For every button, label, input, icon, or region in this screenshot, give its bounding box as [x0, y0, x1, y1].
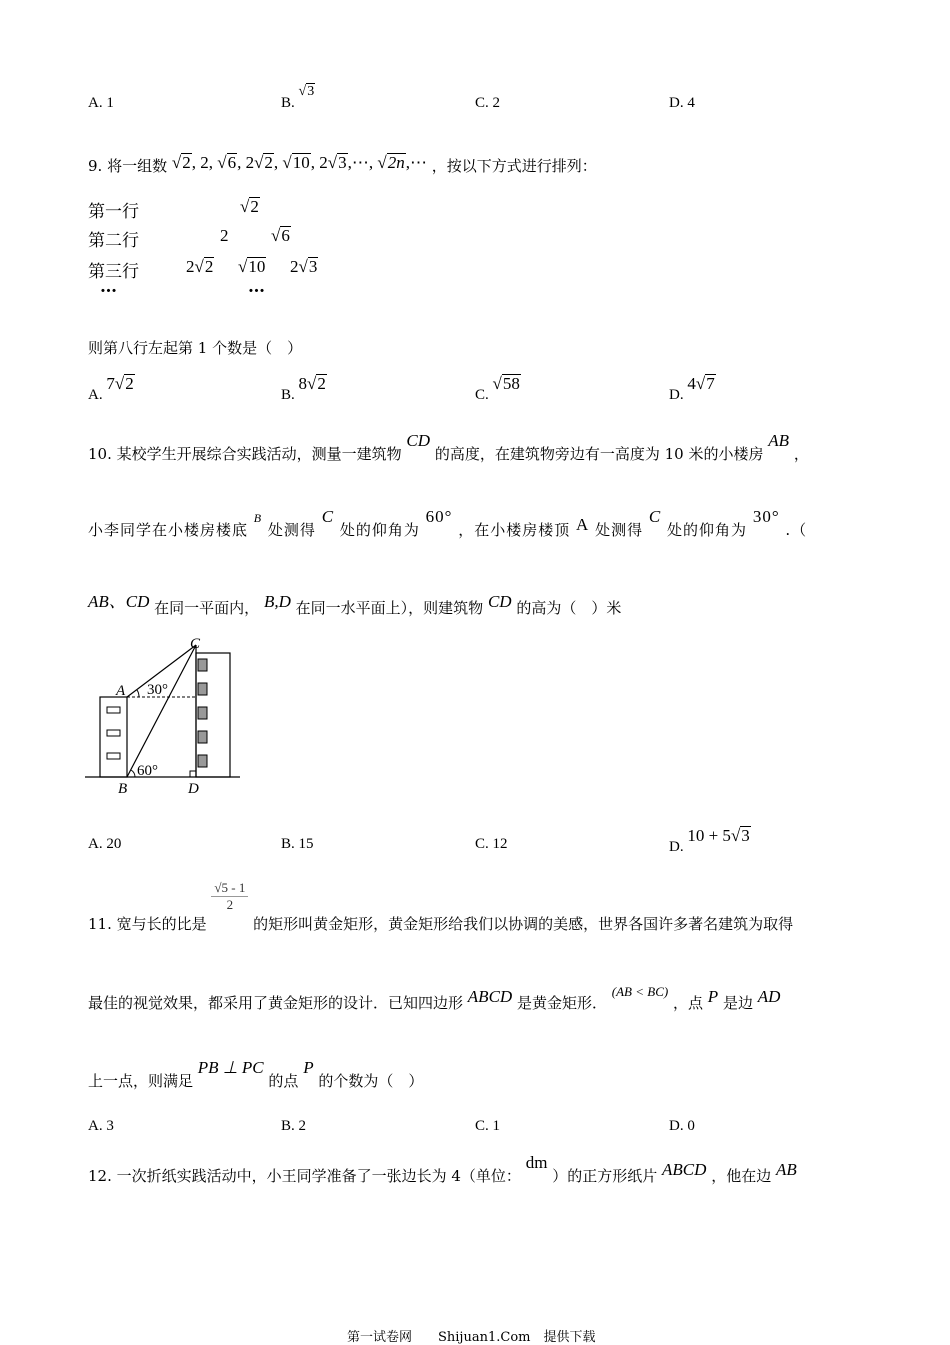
q8-option-a: A. 1 — [88, 95, 114, 111]
fig-angle-30: 30° — [147, 682, 168, 698]
q9-option-b: B. 8√2 — [281, 374, 326, 403]
q9-row2-value1: 2 — [220, 226, 229, 245]
q11-option-b: B. 2 — [281, 1118, 307, 1134]
q10-line2: 小李同学在小楼房楼底 $^B$ 处测得 C 处的仰角为 60° ，在小楼房楼顶 A 处测得 C 处的仰角为 30° .（ — [88, 507, 808, 539]
q9-option-d: D. 4√7 — [669, 374, 715, 403]
q9-row2-label: 第二行 — [88, 231, 139, 251]
fig-label-A: A — [116, 683, 126, 699]
fig-label-D: D — [188, 781, 199, 797]
q9-row3-value3: 2√3 — [290, 257, 318, 276]
fig-label-C: C — [190, 636, 201, 652]
q8-option-d: D. 4 — [669, 95, 695, 111]
fig-angle-60: 60° — [137, 763, 158, 779]
q9-row2-value2: √6 — [271, 226, 290, 245]
q9-question: 则第八行左起第 1 个数是（ ） — [88, 339, 303, 357]
q9-row3-value2: √10 — [238, 257, 266, 276]
page-footer: 第一试卷网 Shijuan1.Com 提供下载 — [347, 1330, 596, 1345]
q10-figure — [80, 632, 250, 802]
q9-option-a: A. 7√2 — [88, 374, 134, 403]
q11-option-d: D. 0 — [669, 1118, 695, 1134]
fig-label-B: B — [118, 781, 128, 797]
q11-line1: 11. 宽与长的比是 $\frac{√5 - 1}{2}$ 的矩形叫黄金矩形，黄金矩形给我们以协调的美感，世界各国许多著名建筑为取得 — [88, 880, 794, 933]
q8-option-c: C. 2 — [475, 95, 501, 111]
q12-stem: 12. 一次折纸实践活动中，小王同学准备了一张边长为 4（单位： dm ）的正方形纸片 ABCD ，他在边 AB — [88, 1153, 797, 1185]
q10-option-a: A. 20 — [88, 836, 122, 852]
q10-option-c: C. 12 — [475, 836, 508, 852]
q11-fraction: $\frac{√5 - 1}{2}$ — [211, 880, 248, 913]
q9-dots-left: … — [100, 277, 117, 297]
q9-stem: 9. 将一组数 √2, 2, √6, 2√2, √10, 2√3,⋯, √2n,⋯ ，按以下方式进行排列： — [88, 153, 597, 175]
q11-line3: 上一点，则满足 PB ⊥ PC 的点 P 的个数为（ ） — [88, 1058, 424, 1090]
q9-row1-value: √2 — [240, 197, 259, 216]
q8-option-b: B. √3 — [281, 84, 315, 111]
q11-line2: 最佳的视觉效果，都采用了黄金矩形的设计．已知四边形 ABCD 是黄金矩形． (AB < BC) ，点 P 是边 AD — [88, 984, 781, 1012]
q10-line3: AB、CD 在同一平面内， B,D 在同一水平面上），则建筑物 CD 的高为（ ）米 — [88, 592, 622, 617]
q11-option-c: C. 1 — [475, 1118, 501, 1134]
q10-line1: 10. 某校学生开展综合实践活动，测量一建筑物 CD 的高度，在建筑物旁边有一高度为 10 米的小楼房 AB ， — [88, 431, 809, 463]
q10-option-b: B. 15 — [281, 836, 314, 852]
q9-dots-middle: … — [248, 277, 265, 297]
q9-row1-label: 第一行 — [88, 202, 139, 222]
q9-option-c: C. √58 — [475, 374, 520, 403]
q9-row3-label: 第三行 — [88, 262, 139, 282]
q9-row3-value1: 2√2 — [186, 257, 214, 276]
q11-option-a: A. 3 — [88, 1118, 114, 1134]
q10-option-d: D. 10 + 5√3 — [669, 826, 750, 855]
